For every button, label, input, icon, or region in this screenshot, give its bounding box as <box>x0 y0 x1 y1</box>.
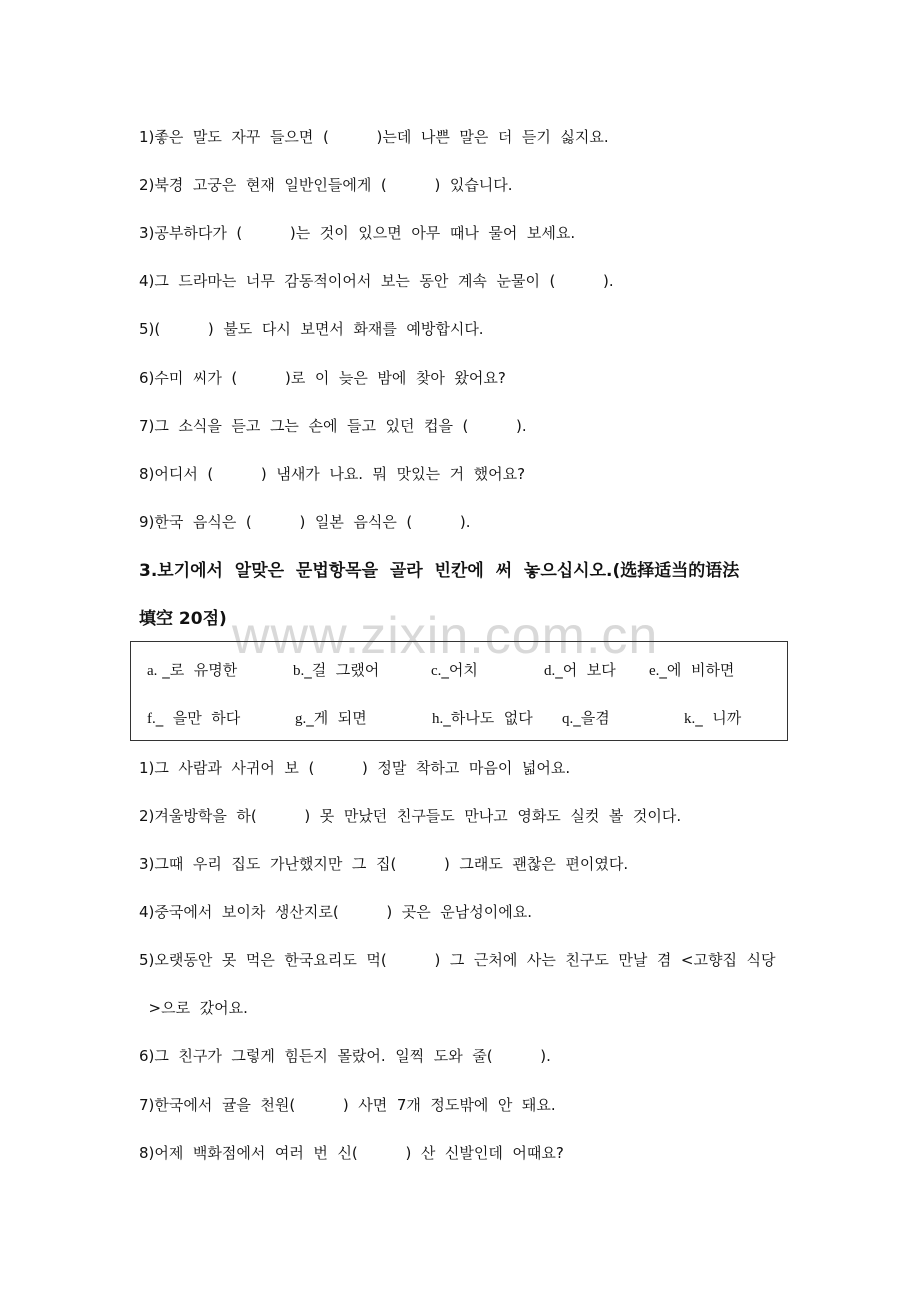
exercise-item: 6)수미 씨가 ( )로 이 늦은 밤에 찾아 왔어요? <box>139 369 506 387</box>
exercise-item: 1)그 사람과 사귀어 보 ( ) 정말 착하고 마음이 넓어요. <box>139 759 571 777</box>
exercise-item: 4)중국에서 보이차 생산지로( ) 곳은 운남성이에요. <box>139 903 533 921</box>
option-k: k._ 니까 <box>684 709 742 727</box>
option-b: b._걸 그랬어 <box>293 661 380 679</box>
exercise-item-continued: >으로 갔어요. <box>139 999 248 1017</box>
exercise-item: 7)한국에서 귤을 천원( ) 사면 7개 정도밖에 안 돼요. <box>139 1096 556 1114</box>
option-a: a. _로 유명한 <box>147 661 238 679</box>
option-d: d._어 보다 <box>544 661 616 679</box>
watermark: www.zixin.com.cn <box>232 607 659 665</box>
option-q: q._을겸 <box>562 709 610 727</box>
exercise-item: 9)한국 음식은 ( ) 일본 음식은 ( ). <box>139 513 471 531</box>
exercise-item: 5)오랫동안 못 먹은 한국요리도 먹( ) 그 근처에 사는 친구도 만날 겸 <고향집 식당 <box>139 951 776 969</box>
option-h: h._하나도 없다 <box>432 709 533 727</box>
section-heading-continued: 填空 20점) <box>139 609 227 629</box>
exercise-item: 1)좋은 말도 자꾸 들으면 ( )는데 나쁜 말은 더 듣기 싫지요. <box>139 128 609 146</box>
option-c: c._어치 <box>431 661 478 679</box>
exercise-item: 2)북경 고궁은 현재 일반인들에게 ( ) 있습니다. <box>139 176 513 194</box>
exercise-item: 3)그때 우리 집도 가난했지만 그 집( ) 그래도 괜찮은 편이였다. <box>139 855 629 873</box>
option-e: e._에 비하면 <box>649 661 735 679</box>
exercise-item: 8)어제 백화점에서 여러 번 신( ) 산 신발인데 어때요? <box>139 1144 564 1162</box>
exercise-item: 7)그 소식을 듣고 그는 손에 들고 있던 컵을 ( ). <box>139 417 527 435</box>
exercise-item: 2)겨울방학을 하( ) 못 만났던 친구들도 만나고 영화도 실컷 볼 것이다. <box>139 807 682 825</box>
exercise-item: 3)공부하다가 ( )는 것이 있으면 아무 때나 물어 보세요. <box>139 224 576 242</box>
options-box <box>130 641 788 741</box>
exercise-item: 6)그 친구가 그렇게 힘든지 몰랐어. 일찍 도와 줄( ). <box>139 1047 551 1065</box>
exercise-item: 4)그 드라마는 너무 감동적이어서 보는 동안 계속 눈물이 ( ). <box>139 272 614 290</box>
option-f: f._ 을만 하다 <box>147 709 241 727</box>
option-g: g._게 되면 <box>295 709 367 727</box>
exercise-item: 5)( ) 불도 다시 보면서 화재를 예방합시다. <box>139 320 484 338</box>
section-heading: 3.보기에서 알맞은 문법항목을 골라 빈칸에 써 놓으십시오.(选择适当的语法 <box>139 561 740 581</box>
exercise-item: 8)어디서 ( ) 냄새가 나요. 뭐 맛있는 거 했어요? <box>139 465 526 483</box>
